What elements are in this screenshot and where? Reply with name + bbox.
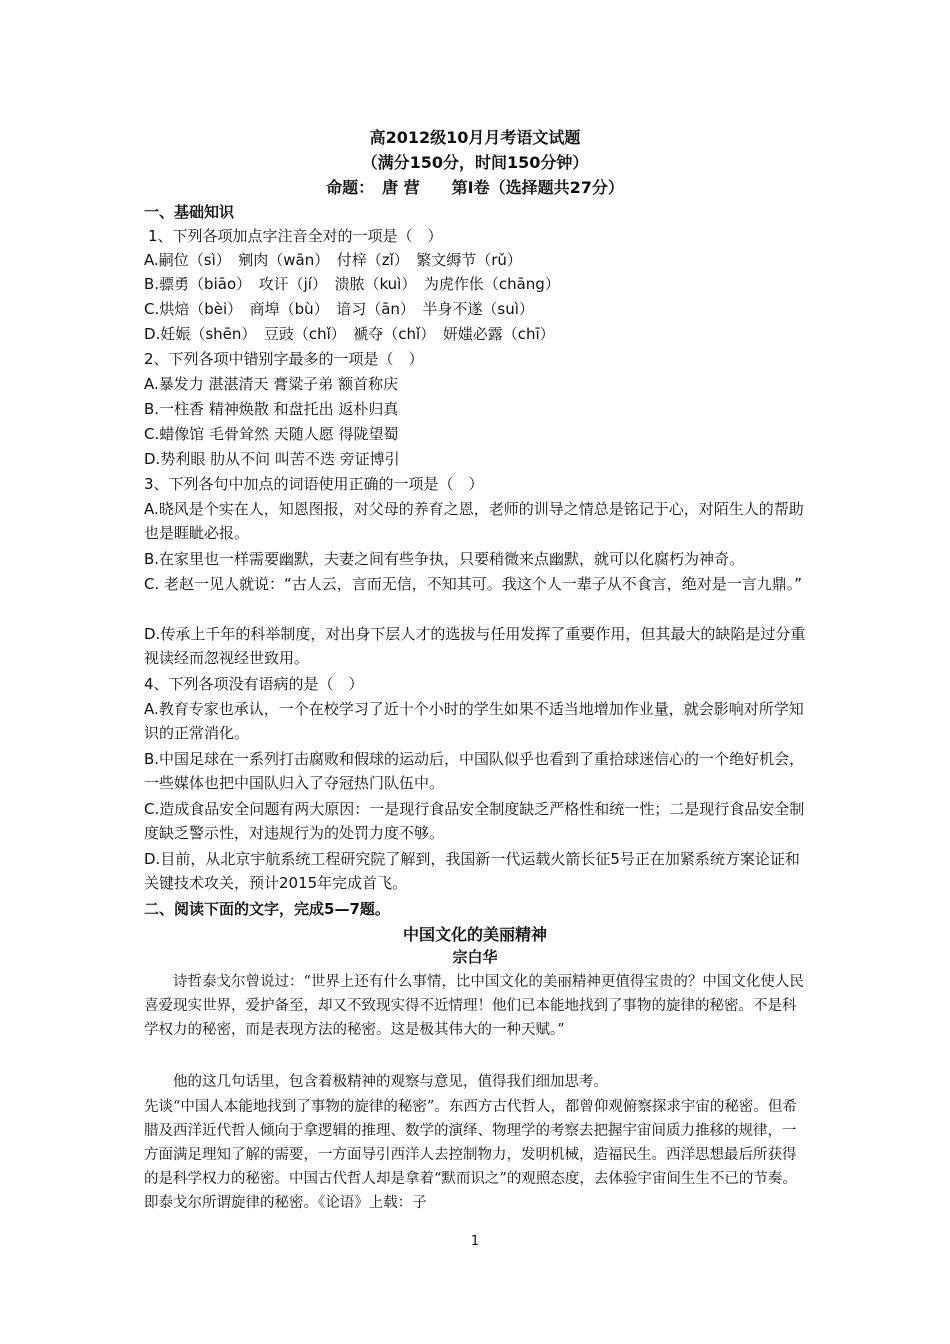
q1-option-b: B.骠勇（biāo） 攻讦（jí） 溃脓（kuì） 为虎作伥（chāng） [144,275,560,293]
article-author: 宗白华 [452,948,498,966]
section2-heading: 二、阅读下面的文字，完成5—7题。 [144,900,390,918]
q2-option-d: D.势利眼 肋从不问 叫苦不迭 旁证博引 [144,450,400,468]
q2-option-a: A.暴发力 湛湛清天 膏粱子弟 额首称庆 [144,375,399,393]
q4-option-d: D.目前，从北京宇航系统工程研究院了解到，我国新一代运载火箭长征5号正在加紧系统方案论证和关键技术攻关，预计2015年完成首飞。 [144,850,800,892]
q3-stem: 3、下列各句中加点的词语使用正确的一项是（ ） [144,475,484,493]
q1-option-c: C.烘焙（bèi） 商埠（bù） 谙习（ān） 半身不遂（suì） [144,300,534,318]
page-number: 1 [470,1234,480,1249]
q4-option-b: B.中国足球在一系列打击腐败和假球的运动后，中国队似乎也看到了重拾球迷信心的一个绝好机会，一些媒体也把中国队归入了夺冠热门队伍中。 [144,750,805,792]
q2-option-b: B.一柱香 精神焕散 和盘托出 返朴归真 [144,400,399,418]
exam-author-line: 命题： 唐 营 第Ⅰ卷（选择题共27分） [326,178,624,197]
exam-title: 高2012级10月月考语文试题 [369,128,581,147]
article-paragraph-1: 诗哲泰戈尔曾说过：“世界上还有什么事情，比中国文化的美丽精神更值得宝贵的？中国文化使人民喜爱现实世界，爱护备至，却又不致现实得不近情理！他们已本能地找到了事物的旋律的秘密。不是科学权力的秘密，而是表现方法的秘密。这是极其伟大的一种天赋。” [144,974,804,1038]
q4-stem: 4、下列各项没有语病的是（ ） [144,675,364,693]
q4-option-a: A.教育专家也承认，一个在校学习了近十个小时的学生如果不适当地增加作业量，就会影响对所学知识的正常消化。 [144,700,804,742]
article-paragraph-3: 先谈“中国人本能地找到了事物的旋律的秘密”。东西方古代哲人，都曾仰观俯察探求宇宙的秘密。但希腊及西洋近代哲人倾向于拿逻辑的推理、数学的演绎、物理学的考察去把握宇宙间质力推移的规律，一方面满足理知了解的需要，一方面导引西洋人去控制物力，发明机械，造福民生。西洋思想最后所获得的是科学权力的秘密。中国古代哲人却是拿着“默而识之”的观照态度，去体验宇宙间生生不已的节奏。即泰戈尔所谓旋律的秘密。《论语》上载：子 [144,1099,797,1211]
q4-option-c: C.造成食品安全问题有两大原因：一是现行食品安全制度缺乏严格性和统一性；二是现行食品安全制度缺乏警示性，对违规行为的处罚力度不够。 [144,800,805,842]
q3-option-c: C. 老赵一见人就说：“古人云，言而无信，不知其可。我这个人一辈子从不食言，绝对是一言九鼎。” [144,575,803,593]
q3-option-d: D.传承上千年的科举制度，对出身下层人才的选拔与任用发挥了重要作用，但其最大的缺陷是过分重视读经而忽视经世致用。 [144,625,806,667]
q3-option-b: B.在家里也一样需要幽默，夫妻之间有些争执，只要稍微来点幽默，就可以化腐朽为神奇。 [144,550,745,568]
exam-subtitle: （满分150分，时间150分钟） [361,153,589,172]
q1-option-a: A.嗣位（sì） 剜肉（wān） 付梓（zǐ） 繁文缛节（rǔ） [144,251,522,269]
section1-heading: 一、基础知识 [144,203,235,221]
article-paragraph-2: 他的这几句话里，包含着极精神的观察与意见，值得我们细加思考。 [173,1074,608,1090]
q2-stem: 2、下列各项中错别字最多的一项是（ ） [144,350,424,368]
article-title: 中国文化的美丽精神 [402,925,547,944]
q2-option-c: C.蜡像馆 毛骨耸然 天随人愿 得陇望蜀 [144,425,399,443]
q1-stem: 1、下列各项加点字注音全对的一项是（ ） [148,227,443,245]
q1-option-d: D.妊娠（shēn） 豆豉（chǐ） 褫夺（chǐ） 妍媸必露（chī） [144,325,555,343]
q3-option-a: A.晓风是个实在人，知恩图报，对父母的养育之恩，老师的训导之情总是铭记于心，对陌生人的帮助也是睚眦必报。 [144,500,804,542]
